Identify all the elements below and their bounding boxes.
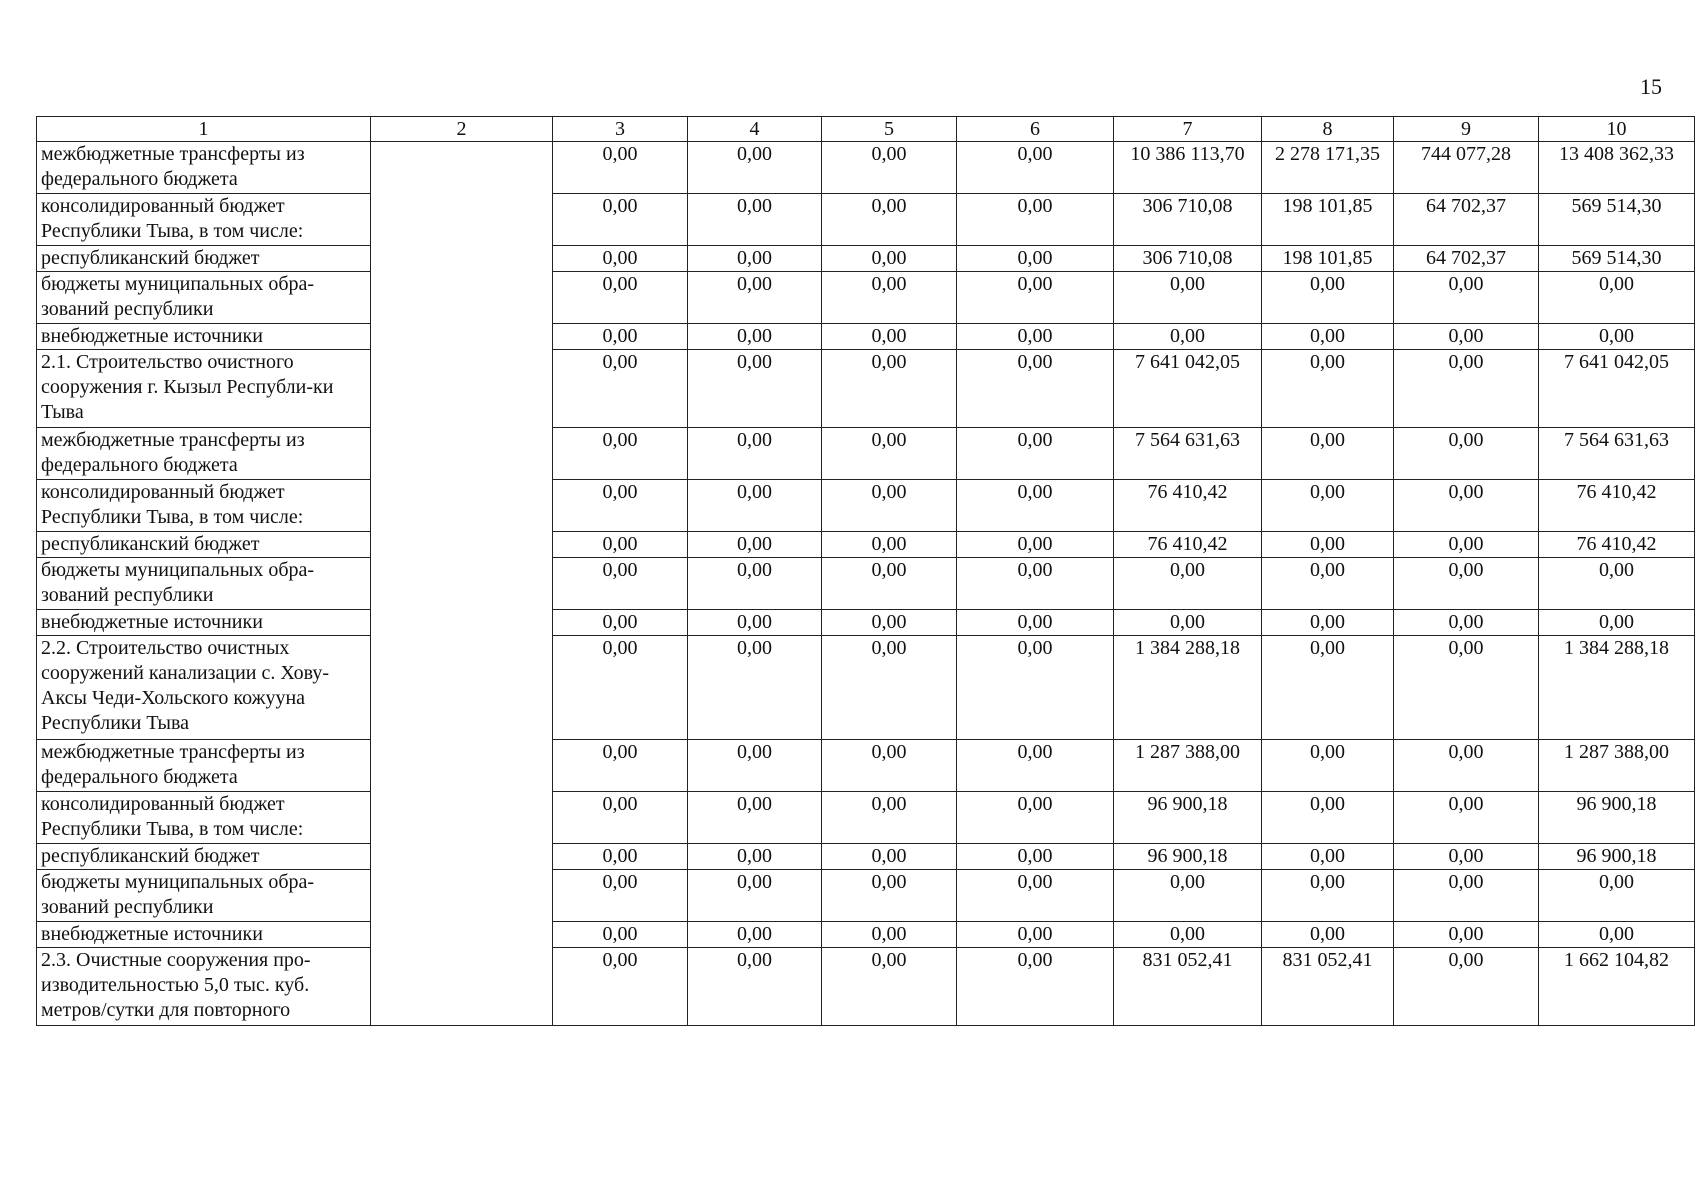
- table-row: [37, 740, 1695, 792]
- table-row: [37, 870, 1695, 922]
- value-cell-col-3: 0,00: [553, 350, 688, 428]
- row-label: бюджеты муниципальных обра-зований республики: [37, 558, 371, 610]
- value-cell-col-10: 0,00: [1539, 610, 1695, 636]
- value-cell-col-9: 0,00: [1394, 844, 1539, 870]
- column-2-cell: [371, 948, 553, 1026]
- value-cell-col-7: 0,00: [1114, 610, 1262, 636]
- value-cell-col-8: 0,00: [1262, 350, 1394, 428]
- value-cell-col-8: 0,00: [1262, 740, 1394, 792]
- table-row: [37, 142, 1695, 194]
- value-cell-col-4: 0,00: [688, 610, 822, 636]
- value-cell-col-10: 569 514,30: [1539, 194, 1695, 246]
- table-row: [37, 532, 1695, 558]
- value-cell-col-8: 0,00: [1262, 428, 1394, 480]
- value-cell-col-9: 0,00: [1394, 870, 1539, 922]
- value-cell-col-3: 0,00: [553, 272, 688, 324]
- table-row: [37, 792, 1695, 844]
- value-cell-col-3: 0,00: [553, 922, 688, 948]
- value-cell-col-6: 0,00: [957, 610, 1114, 636]
- value-cell-col-8: 0,00: [1262, 636, 1394, 740]
- column-2-cell: [371, 532, 553, 558]
- value-cell-col-9: 744 077,28: [1394, 142, 1539, 194]
- value-cell-col-10: 1 384 288,18: [1539, 636, 1695, 740]
- value-cell-col-5: 0,00: [822, 272, 957, 324]
- value-cell-col-9: 0,00: [1394, 948, 1539, 1026]
- value-cell-col-4: 0,00: [688, 272, 822, 324]
- value-cell-col-9: 0,00: [1394, 480, 1539, 532]
- value-cell-col-5: 0,00: [822, 194, 957, 246]
- row-label: межбюджетные трансферты из федерального бюджета: [37, 740, 371, 792]
- value-cell-col-4: 0,00: [688, 792, 822, 844]
- value-cell-col-4: 0,00: [688, 246, 822, 272]
- value-cell-col-7: 7 641 042,05: [1114, 350, 1262, 428]
- value-cell-col-5: 0,00: [822, 636, 957, 740]
- table-row: [37, 948, 1695, 1026]
- value-cell-col-5: 0,00: [822, 324, 957, 350]
- column-2-cell: [371, 272, 553, 324]
- column-2-cell: [371, 428, 553, 480]
- column-2-cell: [371, 870, 553, 922]
- value-cell-col-4: 0,00: [688, 324, 822, 350]
- table-row: [37, 324, 1695, 350]
- value-cell-col-8: 198 101,85: [1262, 246, 1394, 272]
- value-cell-col-3: 0,00: [553, 480, 688, 532]
- value-cell-col-5: 0,00: [822, 792, 957, 844]
- value-cell-col-10: 96 900,18: [1539, 792, 1695, 844]
- value-cell-col-5: 0,00: [822, 740, 957, 792]
- value-cell-col-6: 0,00: [957, 792, 1114, 844]
- value-cell-col-10: 0,00: [1539, 272, 1695, 324]
- value-cell-col-9: 0,00: [1394, 272, 1539, 324]
- value-cell-col-10: 1 662 104,82: [1539, 948, 1695, 1026]
- value-cell-col-8: 0,00: [1262, 324, 1394, 350]
- value-cell-col-9: 64 702,37: [1394, 246, 1539, 272]
- row-label: республиканский бюджет: [37, 246, 371, 272]
- column-header-6: 6: [957, 117, 1114, 142]
- value-cell-col-5: 0,00: [822, 350, 957, 428]
- value-cell-col-7: 10 386 113,70: [1114, 142, 1262, 194]
- value-cell-col-3: 0,00: [553, 532, 688, 558]
- value-cell-col-5: 0,00: [822, 948, 957, 1026]
- value-cell-col-9: 0,00: [1394, 350, 1539, 428]
- table-row: [37, 194, 1695, 246]
- row-label: межбюджетные трансферты из федерального бюджета: [37, 428, 371, 480]
- value-cell-col-3: 0,00: [553, 246, 688, 272]
- value-cell-col-3: 0,00: [553, 636, 688, 740]
- value-cell-col-7: 7 564 631,63: [1114, 428, 1262, 480]
- value-cell-col-6: 0,00: [957, 870, 1114, 922]
- value-cell-col-5: 0,00: [822, 870, 957, 922]
- value-cell-col-7: 0,00: [1114, 870, 1262, 922]
- value-cell-col-3: 0,00: [553, 428, 688, 480]
- column-2-cell: [371, 610, 553, 636]
- table-row: [37, 844, 1695, 870]
- value-cell-col-8: 0,00: [1262, 558, 1394, 610]
- table-row: [37, 272, 1695, 324]
- value-cell-col-5: 0,00: [822, 246, 957, 272]
- row-label: внебюджетные источники: [37, 922, 371, 948]
- value-cell-col-5: 0,00: [822, 480, 957, 532]
- value-cell-col-3: 0,00: [553, 194, 688, 246]
- row-label: 2.1. Строительство очистного сооружения г. Кызыл Республи-ки Тыва: [37, 350, 371, 428]
- value-cell-col-5: 0,00: [822, 428, 957, 480]
- column-header-3: 3: [553, 117, 688, 142]
- row-label: внебюджетные источники: [37, 324, 371, 350]
- row-label: консолидированный бюджет Республики Тыва, в том числе:: [37, 194, 371, 246]
- column-2-cell: [371, 142, 553, 194]
- value-cell-col-4: 0,00: [688, 142, 822, 194]
- value-cell-col-9: 0,00: [1394, 610, 1539, 636]
- value-cell-col-4: 0,00: [688, 532, 822, 558]
- value-cell-col-10: 0,00: [1539, 922, 1695, 948]
- column-header-2: 2: [371, 117, 553, 142]
- value-cell-col-6: 0,00: [957, 194, 1114, 246]
- value-cell-col-9: 0,00: [1394, 428, 1539, 480]
- value-cell-col-9: 0,00: [1394, 558, 1539, 610]
- row-label: консолидированный бюджет Республики Тыва, в том числе:: [37, 480, 371, 532]
- value-cell-col-6: 0,00: [957, 246, 1114, 272]
- value-cell-col-9: 0,00: [1394, 324, 1539, 350]
- value-cell-col-9: 0,00: [1394, 792, 1539, 844]
- row-label: бюджеты муниципальных обра-зований республики: [37, 870, 371, 922]
- value-cell-col-5: 0,00: [822, 558, 957, 610]
- table-row: [37, 246, 1695, 272]
- value-cell-col-3: 0,00: [553, 792, 688, 844]
- value-cell-col-3: 0,00: [553, 870, 688, 922]
- table-row: [37, 350, 1695, 428]
- value-cell-col-9: 0,00: [1394, 740, 1539, 792]
- column-2-cell: [371, 636, 553, 740]
- value-cell-col-8: 0,00: [1262, 870, 1394, 922]
- value-cell-col-7: 0,00: [1114, 558, 1262, 610]
- value-cell-col-7: 1 384 288,18: [1114, 636, 1262, 740]
- value-cell-col-8: 198 101,85: [1262, 194, 1394, 246]
- column-2-cell: [371, 922, 553, 948]
- value-cell-col-6: 0,00: [957, 428, 1114, 480]
- column-2-cell: [371, 480, 553, 532]
- column-2-cell: [371, 324, 553, 350]
- value-cell-col-10: 0,00: [1539, 870, 1695, 922]
- value-cell-col-8: 831 052,41: [1262, 948, 1394, 1026]
- value-cell-col-6: 0,00: [957, 142, 1114, 194]
- row-label: внебюджетные источники: [37, 610, 371, 636]
- column-2-cell: [371, 792, 553, 844]
- value-cell-col-7: 76 410,42: [1114, 480, 1262, 532]
- value-cell-col-8: 0,00: [1262, 792, 1394, 844]
- row-label: межбюджетные трансферты из федерального бюджета: [37, 142, 371, 194]
- value-cell-col-9: 0,00: [1394, 922, 1539, 948]
- value-cell-col-6: 0,00: [957, 480, 1114, 532]
- value-cell-col-3: 0,00: [553, 844, 688, 870]
- value-cell-col-3: 0,00: [553, 558, 688, 610]
- row-label: 2.2. Строительство очистных сооружений канализации с. Хову-Аксы Чеди-Хольского кожууна Республики Тыва: [37, 636, 371, 740]
- table-row: [37, 636, 1695, 740]
- value-cell-col-7: 96 900,18: [1114, 792, 1262, 844]
- value-cell-col-4: 0,00: [688, 636, 822, 740]
- value-cell-col-7: 306 710,08: [1114, 246, 1262, 272]
- value-cell-col-8: 2 278 171,35: [1262, 142, 1394, 194]
- value-cell-col-10: 7 641 042,05: [1539, 350, 1695, 428]
- value-cell-col-7: 76 410,42: [1114, 532, 1262, 558]
- value-cell-col-6: 0,00: [957, 948, 1114, 1026]
- value-cell-col-3: 0,00: [553, 740, 688, 792]
- value-cell-col-6: 0,00: [957, 272, 1114, 324]
- value-cell-col-10: 76 410,42: [1539, 532, 1695, 558]
- value-cell-col-4: 0,00: [688, 740, 822, 792]
- value-cell-col-7: 306 710,08: [1114, 194, 1262, 246]
- value-cell-col-8: 0,00: [1262, 480, 1394, 532]
- value-cell-col-4: 0,00: [688, 844, 822, 870]
- value-cell-col-10: 1 287 388,00: [1539, 740, 1695, 792]
- column-header-5: 5: [822, 117, 957, 142]
- row-label: бюджеты муниципальных обра-зований республики: [37, 272, 371, 324]
- column-header-7: 7: [1114, 117, 1262, 142]
- column-header-9: 9: [1394, 117, 1539, 142]
- row-label: 2.3. Очистные сооружения про-изводительностью 5,0 тыс. куб. метров/сутки для повторного: [37, 948, 371, 1026]
- value-cell-col-7: 0,00: [1114, 922, 1262, 948]
- value-cell-col-4: 0,00: [688, 558, 822, 610]
- value-cell-col-8: 0,00: [1262, 922, 1394, 948]
- row-label: республиканский бюджет: [37, 532, 371, 558]
- table-row: [37, 610, 1695, 636]
- column-2-cell: [371, 558, 553, 610]
- value-cell-col-10: 13 408 362,33: [1539, 142, 1695, 194]
- value-cell-col-10: 0,00: [1539, 558, 1695, 610]
- value-cell-col-10: 76 410,42: [1539, 480, 1695, 532]
- value-cell-col-10: 96 900,18: [1539, 844, 1695, 870]
- value-cell-col-3: 0,00: [553, 142, 688, 194]
- value-cell-col-6: 0,00: [957, 922, 1114, 948]
- value-cell-col-4: 0,00: [688, 350, 822, 428]
- column-2-cell: [371, 844, 553, 870]
- value-cell-col-8: 0,00: [1262, 532, 1394, 558]
- column-2-cell: [371, 740, 553, 792]
- value-cell-col-6: 0,00: [957, 740, 1114, 792]
- value-cell-col-6: 0,00: [957, 844, 1114, 870]
- table-row: [37, 480, 1695, 532]
- value-cell-col-7: 1 287 388,00: [1114, 740, 1262, 792]
- value-cell-col-10: 0,00: [1539, 324, 1695, 350]
- value-cell-col-4: 0,00: [688, 428, 822, 480]
- value-cell-col-4: 0,00: [688, 948, 822, 1026]
- value-cell-col-10: 7 564 631,63: [1539, 428, 1695, 480]
- value-cell-col-8: 0,00: [1262, 272, 1394, 324]
- value-cell-col-6: 0,00: [957, 532, 1114, 558]
- table-row: [37, 922, 1695, 948]
- value-cell-col-5: 0,00: [822, 532, 957, 558]
- value-cell-col-6: 0,00: [957, 636, 1114, 740]
- value-cell-col-8: 0,00: [1262, 610, 1394, 636]
- column-header-4: 4: [688, 117, 822, 142]
- value-cell-col-4: 0,00: [688, 194, 822, 246]
- page-number: 15: [1640, 74, 1662, 99]
- column-header-8: 8: [1262, 117, 1394, 142]
- value-cell-col-10: 569 514,30: [1539, 246, 1695, 272]
- value-cell-col-9: 0,00: [1394, 636, 1539, 740]
- column-header-10: 10: [1539, 117, 1695, 142]
- column-header-1: 1: [37, 117, 371, 142]
- column-2-cell: [371, 246, 553, 272]
- row-label: республиканский бюджет: [37, 844, 371, 870]
- table-row: [37, 428, 1695, 480]
- value-cell-col-3: 0,00: [553, 610, 688, 636]
- value-cell-col-5: 0,00: [822, 922, 957, 948]
- value-cell-col-9: 64 702,37: [1394, 194, 1539, 246]
- table-row: [37, 558, 1695, 610]
- value-cell-col-6: 0,00: [957, 324, 1114, 350]
- value-cell-col-5: 0,00: [822, 142, 957, 194]
- column-2-cell: [371, 194, 553, 246]
- value-cell-col-7: 96 900,18: [1114, 844, 1262, 870]
- value-cell-col-7: 831 052,41: [1114, 948, 1262, 1026]
- value-cell-col-4: 0,00: [688, 922, 822, 948]
- value-cell-col-5: 0,00: [822, 844, 957, 870]
- row-label: консолидированный бюджет Республики Тыва, в том числе:: [37, 792, 371, 844]
- value-cell-col-7: 0,00: [1114, 272, 1262, 324]
- value-cell-col-7: 0,00: [1114, 324, 1262, 350]
- value-cell-col-3: 0,00: [553, 948, 688, 1026]
- table-header-row: [37, 117, 1695, 142]
- column-2-cell: [371, 350, 553, 428]
- value-cell-col-6: 0,00: [957, 558, 1114, 610]
- value-cell-col-4: 0,00: [688, 480, 822, 532]
- budget-table: [36, 116, 1695, 1026]
- value-cell-col-6: 0,00: [957, 350, 1114, 428]
- value-cell-col-8: 0,00: [1262, 844, 1394, 870]
- value-cell-col-5: 0,00: [822, 610, 957, 636]
- value-cell-col-9: 0,00: [1394, 532, 1539, 558]
- value-cell-col-3: 0,00: [553, 324, 688, 350]
- value-cell-col-4: 0,00: [688, 870, 822, 922]
